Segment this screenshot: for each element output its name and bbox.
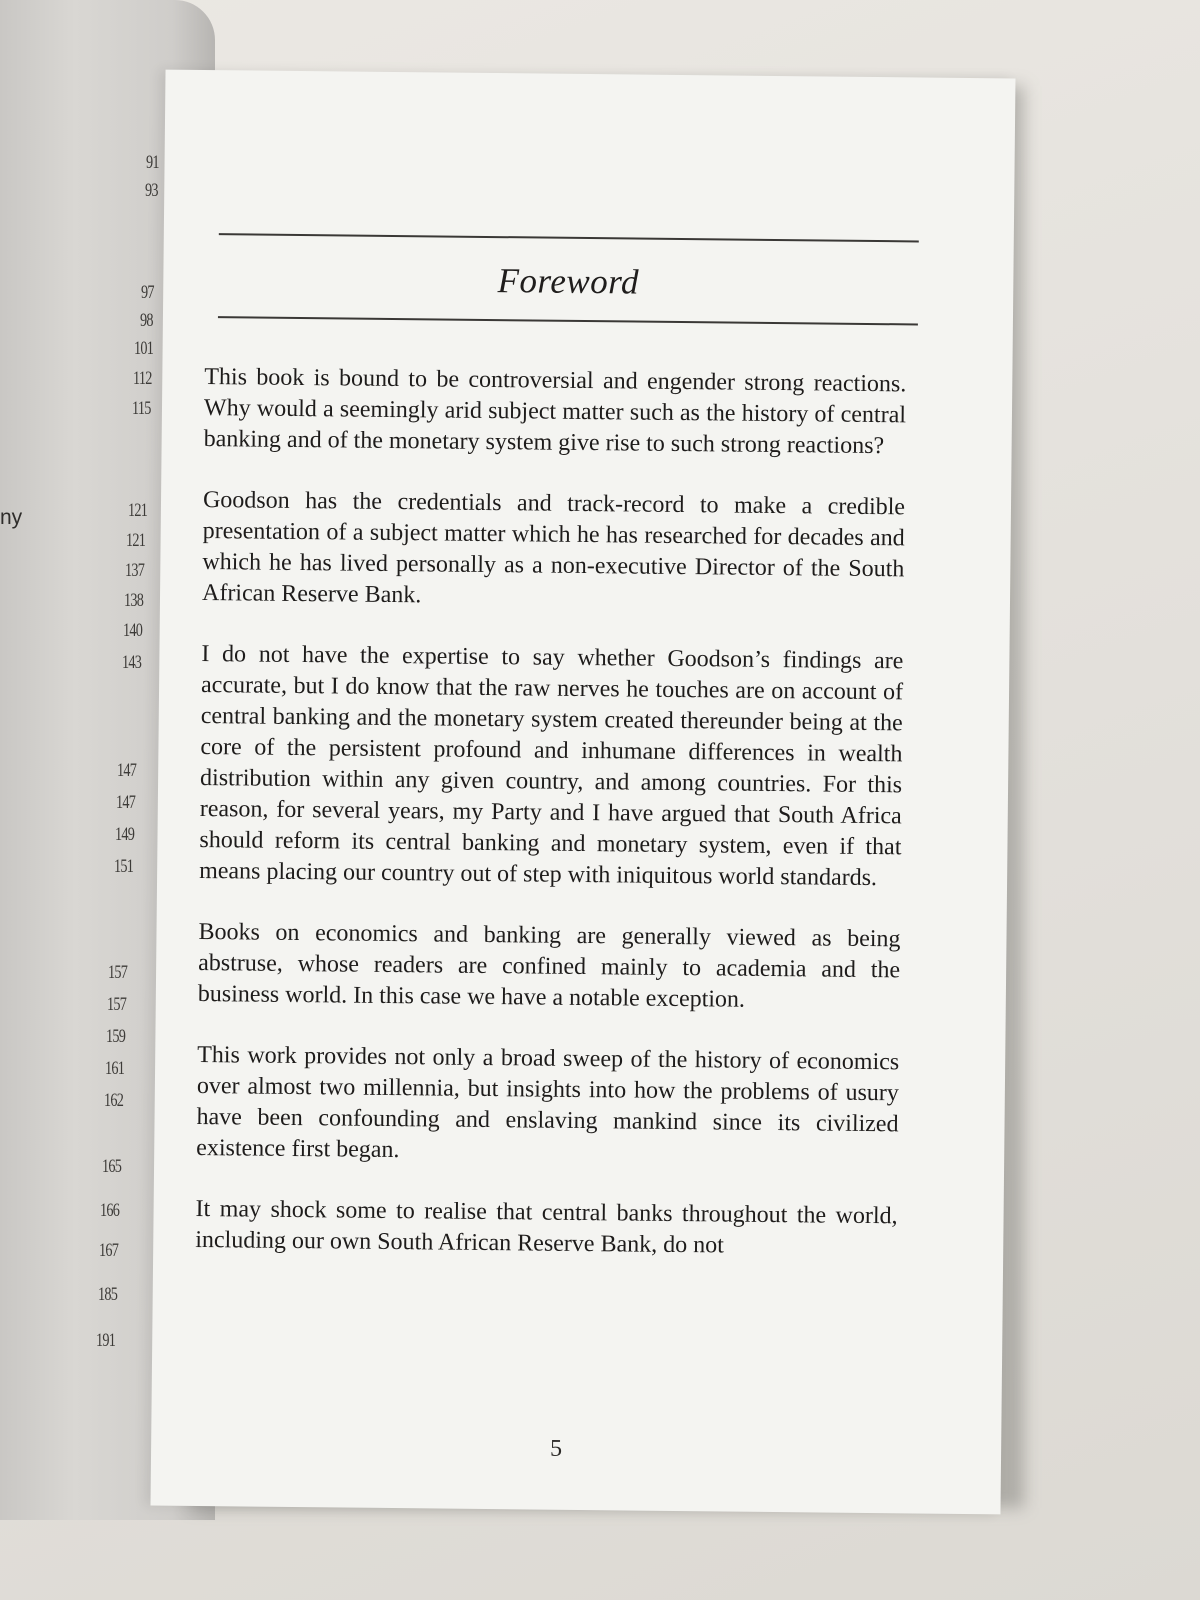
index-number: 112 <box>133 368 152 389</box>
foreword-body <box>195 362 907 1293</box>
index-number: 121 <box>128 500 148 521</box>
index-number: 97 <box>141 282 154 303</box>
index-number: 121 <box>126 530 146 551</box>
index-number: 147 <box>117 760 137 781</box>
page-title: Foreword <box>497 261 640 302</box>
index-number: 93 <box>145 180 158 201</box>
index-number: 91 <box>146 152 159 173</box>
paragraph: This book is bound to be controversial and engender strong reactions. Why would a seemingly arid subject matter such as the history of central banking and of the monetary system give rise to such strong reactions? <box>203 364 907 460</box>
index-number: 115 <box>132 398 151 419</box>
paragraph: It may shock some to realise that central banks throughout the world, including our own South African Reserve Bank, do not <box>195 1195 898 1259</box>
index-number: 138 <box>124 590 144 611</box>
index-number: 161 <box>105 1058 125 1079</box>
index-number: 151 <box>114 856 134 877</box>
index-number: 98 <box>140 310 153 331</box>
paragraph: This work provides not only a broad sweep of the history of economics over almost two millennia, but insights into how the problems of usury have been confounding and enslaving mankind since its civilized existence first began. <box>196 1041 900 1164</box>
index-number: 157 <box>107 994 127 1015</box>
index-number: 149 <box>115 824 135 845</box>
index-number: 185 <box>98 1284 118 1305</box>
index-number: 159 <box>106 1026 126 1047</box>
index-number: 140 <box>123 620 143 641</box>
index-number: 157 <box>108 962 128 983</box>
index-number: 165 <box>102 1156 122 1177</box>
title-rule-bottom <box>218 316 918 325</box>
page-number: 5 <box>549 1435 563 1462</box>
index-number: 147 <box>116 792 136 813</box>
index-number: 162 <box>104 1090 124 1111</box>
text-fragment: ny <box>0 506 23 529</box>
index-number: 167 <box>99 1240 119 1261</box>
index-number: 101 <box>134 338 154 359</box>
index-number: 143 <box>122 652 142 673</box>
index-number: 191 <box>96 1330 116 1351</box>
index-number: 166 <box>100 1200 120 1221</box>
book-page <box>151 70 1016 1515</box>
paragraph: Goodson has the credentials and track-record to make a credible presentation of a subject matter which he has researched for decades and which he has lived personally as a non-executive Director of the South African Reserve Bank. <box>201 487 906 609</box>
title-rule-top <box>219 233 919 242</box>
paragraph: Books on economics and banking are generally viewed as being abstruse, whose readers are confined mainly to academia and the business world. In this case we have a notable exception. <box>197 918 901 1013</box>
paragraph: I do not have the expertise to say whether Goodson’s findings are accurate, but I do know that the raw nerves he touches are on account of central banking and the monetary system created thereunder being at the core of the persistent profound and inhumane differences in wealth distribution within any given country, and among countries. For this reason, for several years, my Party and I have argued that South Africa should reform its central banking and monetary system, even if that means placing our country out of step with iniquitous world standards. <box>199 640 904 892</box>
index-number: 137 <box>125 560 145 581</box>
